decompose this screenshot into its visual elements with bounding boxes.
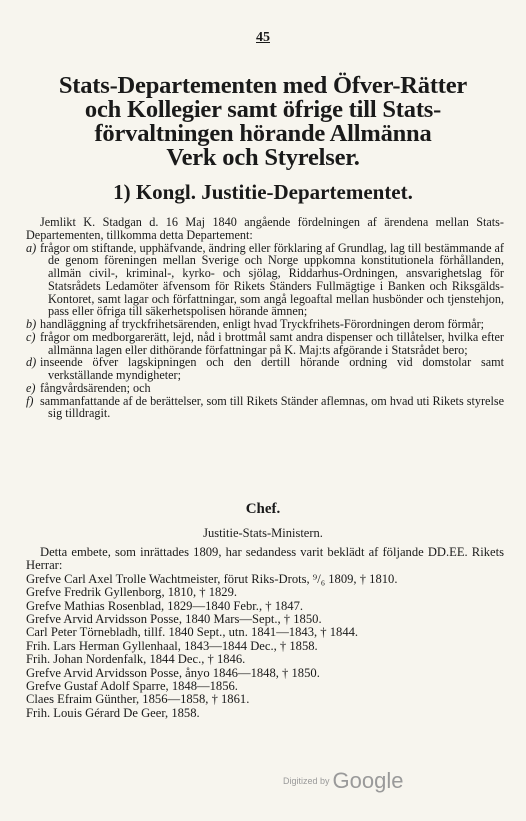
main-title (30, 74, 496, 170)
duty-item (26, 242, 504, 319)
page-number: 45 (256, 30, 270, 45)
office-holder: Grefve Arvid Arvidsson Posse, ånyo 1846—1848, † 1850. (26, 665, 320, 680)
office-intro: Detta embete, som inrättades 1809, har sedandess varit beklädt af följande DD.EE. Rikets Herrar: (26, 545, 504, 573)
office-holder: Grefve Mathias Rosenblad, 1829—1840 Febr., † 1847. (26, 598, 304, 613)
office-holder: Frih. Louis Gérard De Geer, 1858. (26, 705, 200, 720)
office-holder: Grefve Gustaf Adolf Sparre, 1848—1856. (26, 679, 238, 694)
office-history (26, 546, 504, 720)
chef-subheading: Justitie-Stats-Ministern. (203, 526, 323, 540)
office-holder: Grefve Fredrik Gyllenborg, 1810, † 1829. (26, 585, 238, 600)
main-title-line: och Kollegier samt öfrige till Stats- (84, 96, 442, 123)
item-text: handläggning af tryckfrihetsärenden, enligt hvad Tryckfrihets-Förordningen derom förmår; (40, 317, 485, 331)
item-text: frågor om stiftande, upphäfvande, ändring eller förklaring af Grundlag, lag till bestämmande af de genom föreningen mellan Sverige och Norge uppkomna konstitutionela förhållanden, allmän civil-, kriminal-, kyrko- och sjölag, Riddarhus-Ordningen, ansvarighetslag för Statsrådets Ledamöter äfvensom för Rikets Ständers Fullmägtige i Banken och Riksgälds-Kontoret, samt lagar och författningar, som angå legoaftal mellan husbönder och tjenstehjon, pass eller öfriga till säkerhetspolisen hörande ämnen; (40, 240, 504, 319)
office-holder: Grefve Carl Axel Trolle Wachtmeister, förut Riks-Drots, ⁹/₆ 1809, † 1810. (26, 571, 398, 586)
item-text: frågor om medborgarerätt, lejd, nåd i brottmål samt andra dispenser och tillåtelser, hvilka efter allmänna lagen eller dithörande författningar på K. Maj:ts afgörande i Statsrådet bero; (40, 329, 504, 357)
item-text: sammanfattande af de berättelser, som till Rikets Ständer aflemnas, om hvad uti Rikets styrelse sig tilldragit. (40, 393, 504, 421)
office-holder: Claes Efraim Günther, 1856—1858, † 1861. (26, 692, 250, 707)
duty-item (26, 331, 504, 357)
main-title-line: Verk och Styrelser. (166, 144, 360, 171)
item-marker: f) (26, 393, 34, 408)
digitization-watermark (283, 768, 403, 794)
watermark-logo: Google (332, 768, 404, 793)
office-holder: Frih. Lars Herman Gyllenhaal, 1843—1844 Dec., † 1858. (26, 638, 318, 653)
duty-item (26, 395, 504, 421)
item-text: fångvårdsärenden; och (40, 380, 151, 395)
section-title: 1) Kongl. Justitie-Departementet. (113, 180, 413, 204)
duty-item (26, 356, 504, 382)
office-holder: Frih. Johan Nordenfalk, 1844 Dec., † 1846. (26, 652, 246, 667)
duties-intro: Jemlikt K. Stadgan d. 16 Maj 1840 angående fördelningen af ärendena mellan Stats-Departementen, tillkomma detta Departement: (26, 215, 504, 242)
item-marker: c) (26, 329, 36, 344)
main-title-line: förvaltningen hörande Allmänna (94, 120, 432, 147)
item-marker: b) (26, 317, 37, 331)
item-marker: d) (26, 355, 37, 370)
office-holder: Carl Peter Törnebladh, tillf. 1840 Sept., utn. 1841—1843, † 1844. (26, 625, 359, 640)
item-text: inseende öfver lagskipningen och den dertill hörande ordning vid domstolar samt verkställande myndigheter; (40, 355, 504, 382)
main-title-line: Stats-Departementen med Öfver-Rätter (58, 72, 468, 99)
watermark-caption: Digitized by (283, 776, 330, 786)
chef-heading: Chef. (245, 501, 281, 517)
item-marker: e) (26, 380, 36, 395)
item-marker: a) (26, 240, 37, 255)
department-duties (26, 216, 504, 420)
office-holder: Grefve Arvid Arvidsson Posse, 1840 Mars—Sept., † 1850. (26, 612, 322, 627)
